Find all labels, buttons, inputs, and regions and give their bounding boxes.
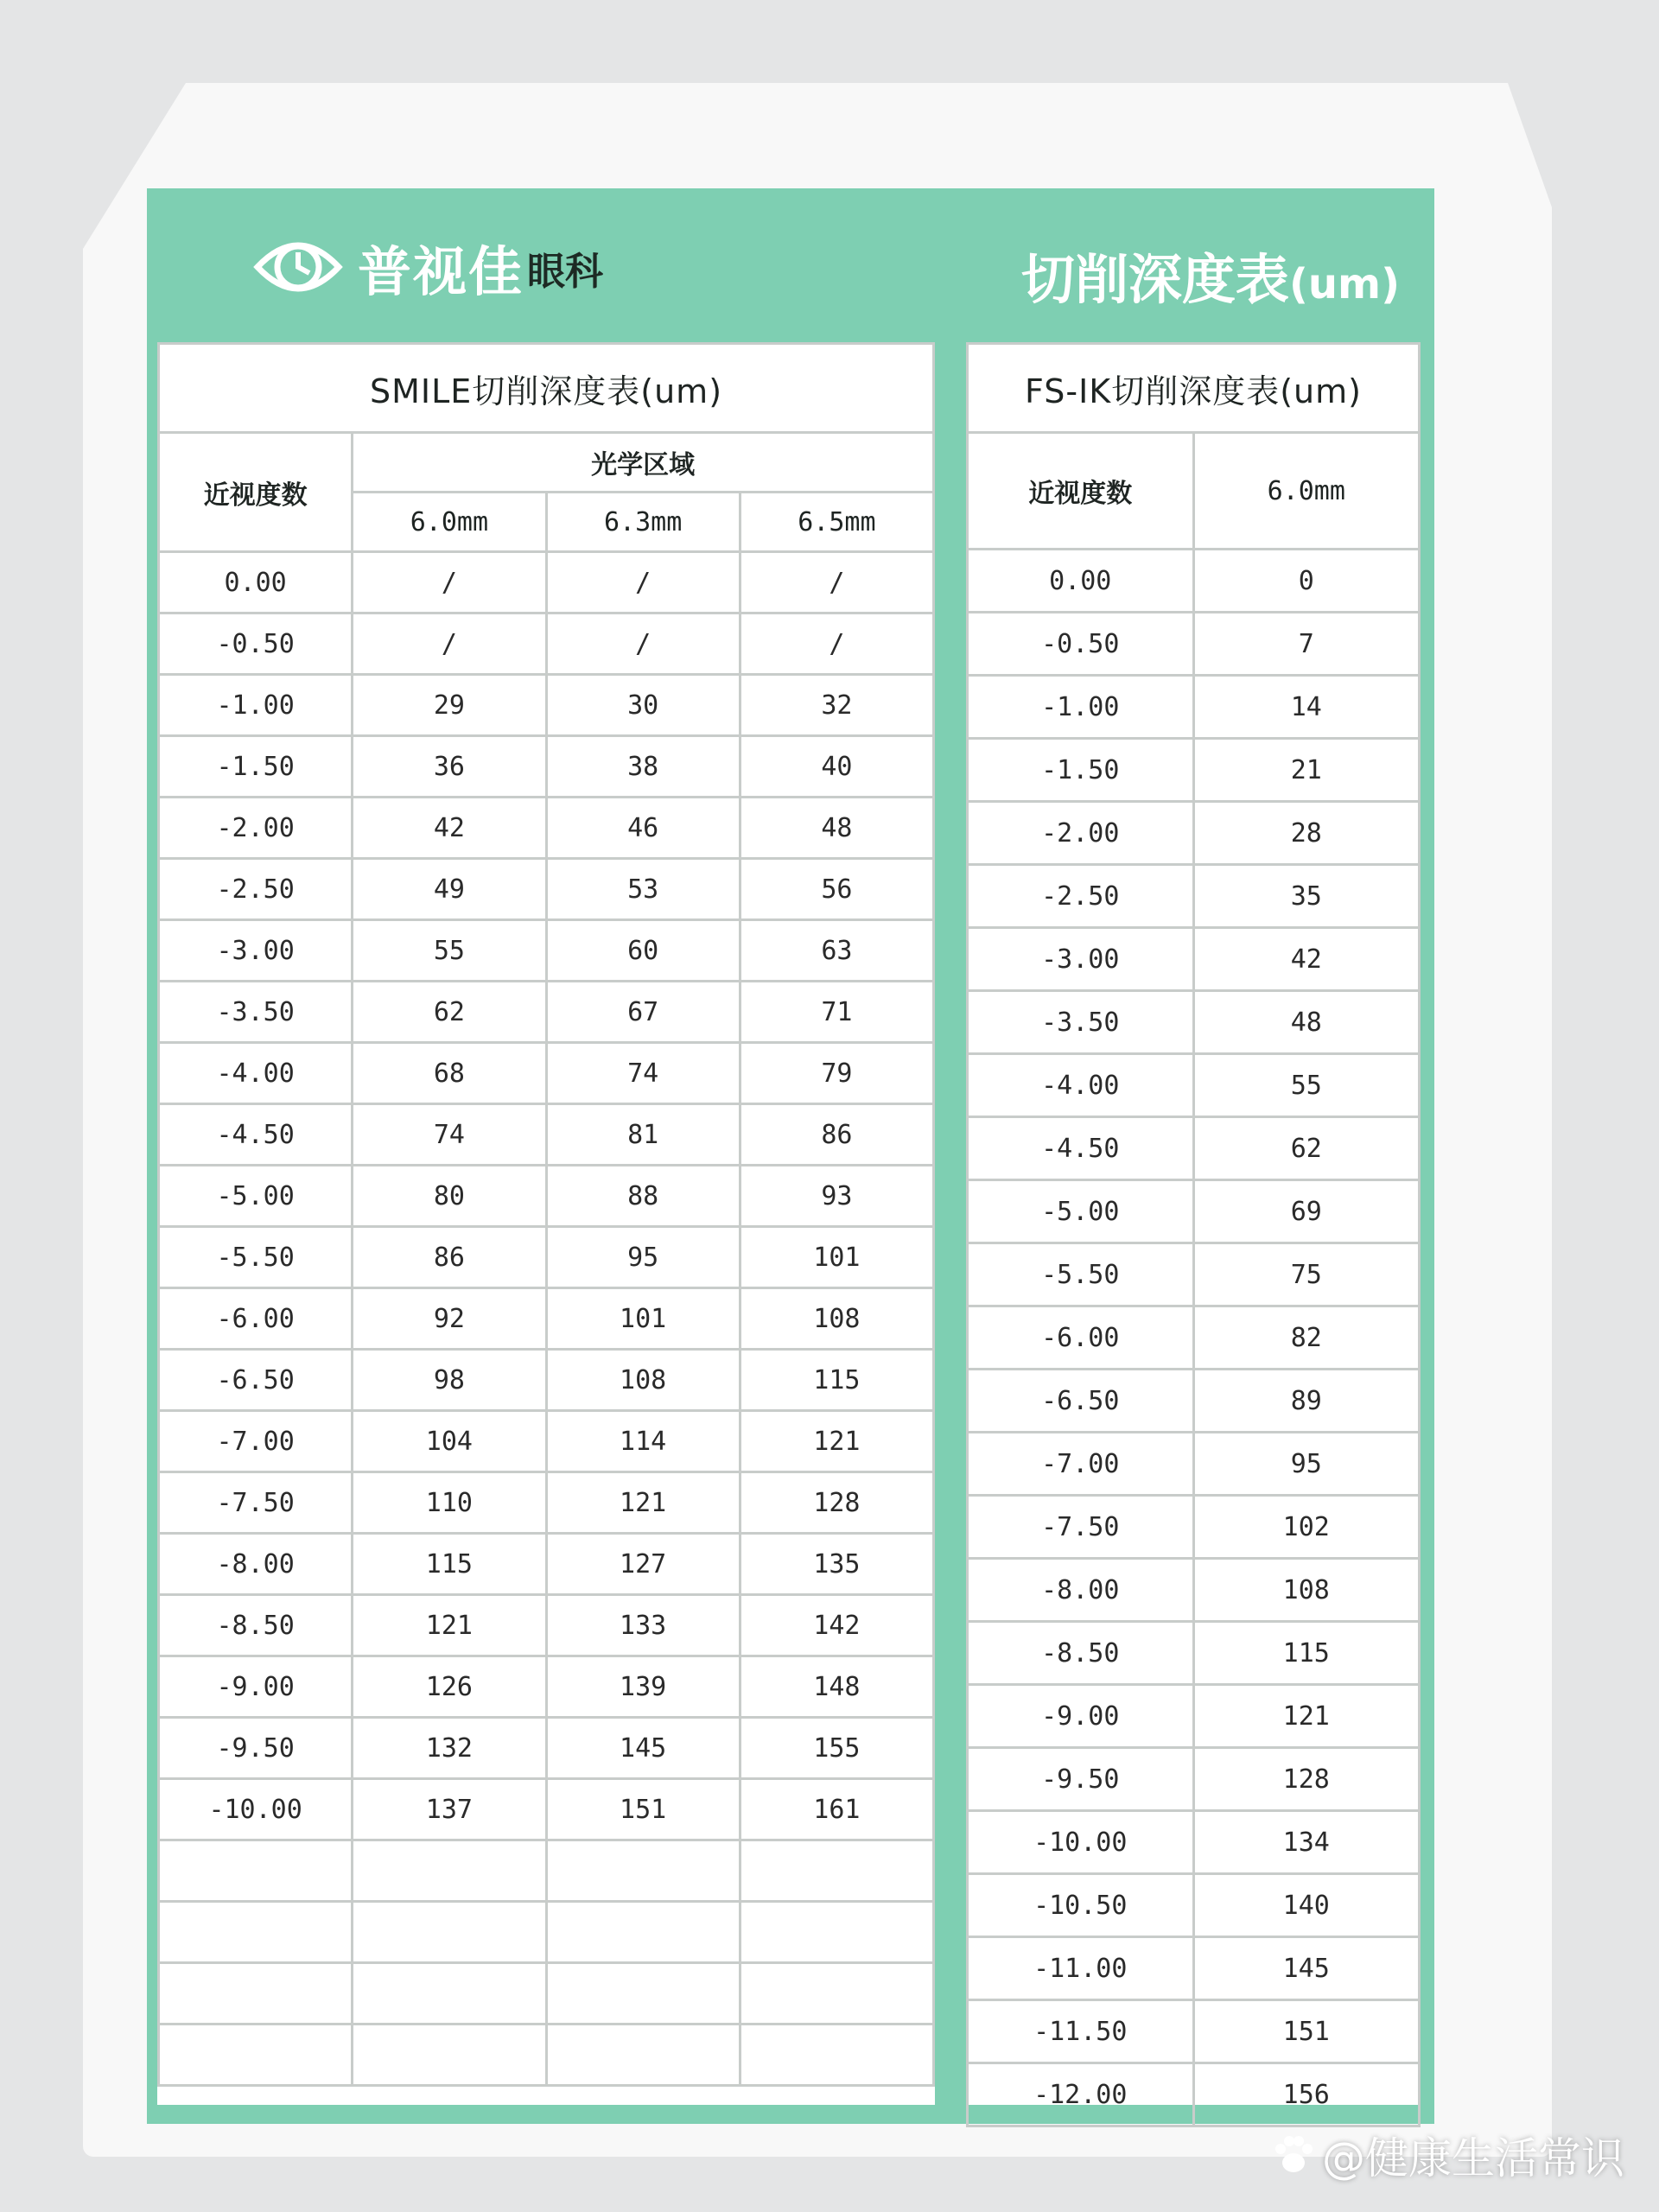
empty-cell [159,2024,353,2086]
banner-title-unit: (um) [1288,260,1400,308]
empty-cell [740,2024,933,2086]
empty-cell [159,1840,353,1902]
fsik-power-cell: -6.50 [968,1370,1194,1433]
eye-logo-icon [251,228,346,306]
fsik-depth-cell: 21 [1193,739,1420,802]
smile-depth-cell: 32 [740,675,933,736]
smile-power-cell: -2.00 [159,798,353,859]
smile-depth-cell: / [353,552,546,613]
smile-depth-cell: 101 [546,1288,740,1350]
smile-depth-cell: 67 [546,982,740,1043]
smile-depth-cell: 88 [546,1166,740,1227]
fsik-row [968,1748,1420,1811]
smile-power-cell: -3.50 [159,982,353,1043]
smile-power-cell: -2.50 [159,859,353,920]
smile-empty-row [159,1902,934,1963]
smile-depth-cell: 63 [740,920,933,982]
empty-cell [546,1963,740,2024]
fsik-row [968,1559,1420,1622]
smile-depth-cell: 101 [740,1227,933,1288]
fsik-depth-cell: 108 [1193,1559,1420,1622]
fsik-depth-cell: 121 [1193,1685,1420,1748]
fsik-depth-cell: 42 [1193,928,1420,991]
fsik-table-body [968,550,1420,2126]
smile-depth-cell: 30 [546,675,740,736]
fsik-depth-cell: 48 [1193,991,1420,1054]
fsik-power-cell: -8.50 [968,1622,1194,1685]
smile-depth-cell: 38 [546,736,740,798]
smile-row [159,1718,934,1779]
fsik-depth-cell: 75 [1193,1243,1420,1306]
smile-depth-cell: 108 [546,1350,740,1411]
fsik-power-cell: -3.00 [968,928,1194,991]
fsik-depth-cell: 7 [1193,613,1420,676]
smile-zone-col: 6.0mm [353,493,546,552]
smile-row [159,859,934,920]
fsik-depth-cell: 95 [1193,1433,1420,1496]
smile-depth-cell: 42 [353,798,546,859]
fsik-row [968,1433,1420,1496]
fsik-table [966,342,1421,2127]
smile-power-cell: -5.50 [159,1227,353,1288]
smile-depth-cell: 48 [740,798,933,859]
smile-depth-cell: 142 [740,1595,933,1656]
smile-depth-cell: 86 [353,1227,546,1288]
empty-cell [546,1902,740,1963]
fsik-power-cell: -9.50 [968,1748,1194,1811]
smile-depth-cell: 55 [353,920,546,982]
smile-depth-cell: 155 [740,1718,933,1779]
smile-depth-cell: 40 [740,736,933,798]
smile-power-cell: -4.00 [159,1043,353,1104]
smile-depth-cell: 115 [740,1350,933,1411]
smile-depth-cell: 71 [740,982,933,1043]
smile-power-header: 近视度数 [159,433,353,552]
fsik-power-cell: -10.50 [968,1874,1194,1937]
smile-panel [157,342,935,2105]
smile-row [159,982,934,1043]
paw-icon [1270,2132,1317,2178]
smile-row [159,613,934,675]
smile-zone-col: 6.3mm [546,493,740,552]
smile-row [159,675,934,736]
fsik-depth-cell: 115 [1193,1622,1420,1685]
smile-row [159,1227,934,1288]
empty-cell [353,1840,546,1902]
fsik-row [968,613,1420,676]
fsik-power-cell: -11.00 [968,1937,1194,2000]
smile-empty-row [159,1840,934,1902]
smile-depth-cell: 110 [353,1472,546,1534]
smile-row [159,1288,934,1350]
smile-depth-cell: 74 [353,1104,546,1166]
fsik-row [968,1685,1420,1748]
smile-table-body [159,552,934,2086]
fsik-power-cell: -1.00 [968,676,1194,739]
smile-depth-cell: 161 [740,1779,933,1840]
brand-name: 普视佳 [358,239,524,303]
smile-depth-cell: 137 [353,1779,546,1840]
smile-depth-cell: 108 [740,1288,933,1350]
smile-depth-cell: 114 [546,1411,740,1472]
fsik-power-cell: -2.50 [968,865,1194,928]
smile-power-cell: -8.50 [159,1595,353,1656]
fsik-depth-cell: 28 [1193,802,1420,865]
empty-cell [546,2024,740,2086]
fsik-power-cell: -8.00 [968,1559,1194,1622]
fsik-depth-cell: 0 [1193,550,1420,613]
empty-cell [159,1902,353,1963]
fsik-depth-cell: 69 [1193,1180,1420,1243]
fsik-row [968,1180,1420,1243]
fsik-power-header: 近视度数 [968,433,1194,550]
smile-depth-cell: 53 [546,859,740,920]
fsik-row [968,676,1420,739]
smile-depth-cell: 121 [353,1595,546,1656]
fsik-row [968,1811,1420,1874]
smile-power-cell: -6.00 [159,1288,353,1350]
fsik-row [968,1874,1420,1937]
smile-power-cell: -1.00 [159,675,353,736]
smile-depth-cell: / [353,613,546,675]
watermark [1270,2124,1624,2186]
empty-cell [159,1963,353,2024]
smile-depth-cell: 49 [353,859,546,920]
smile-depth-cell: 62 [353,982,546,1043]
smile-depth-cell: 115 [353,1534,546,1595]
smile-power-cell: -0.50 [159,613,353,675]
smile-depth-cell: 74 [546,1043,740,1104]
fsik-power-cell: -4.00 [968,1054,1194,1117]
smile-depth-cell: 93 [740,1166,933,1227]
smile-depth-cell: 145 [546,1718,740,1779]
smile-power-cell: -3.00 [159,920,353,982]
smile-depth-cell: 148 [740,1656,933,1718]
smile-depth-cell: 46 [546,798,740,859]
smile-row [159,1472,934,1534]
fsik-row [968,1306,1420,1370]
smile-depth-cell: 121 [546,1472,740,1534]
smile-row [159,798,934,859]
smile-power-cell: -4.50 [159,1104,353,1166]
fsik-row [968,1370,1420,1433]
smile-power-cell: -9.00 [159,1656,353,1718]
smile-depth-cell: 128 [740,1472,933,1534]
smile-depth-cell: 121 [740,1411,933,1472]
fsik-power-cell: 0.00 [968,550,1194,613]
smile-depth-cell: 132 [353,1718,546,1779]
smile-row [159,736,934,798]
fsik-row [968,2063,1420,2126]
fsik-depth-cell: 82 [1193,1306,1420,1370]
fsik-row [968,928,1420,991]
smile-depth-cell: 68 [353,1043,546,1104]
empty-cell [353,1963,546,2024]
fsik-row [968,550,1420,613]
fsik-power-cell: -12.00 [968,2063,1194,2126]
fsik-power-cell: -9.00 [968,1685,1194,1748]
fsik-power-cell: -0.50 [968,613,1194,676]
smile-depth-cell: 133 [546,1595,740,1656]
fsik-depth-cell: 156 [1193,2063,1420,2126]
fsik-row [968,1243,1420,1306]
fsik-power-cell: -5.00 [968,1180,1194,1243]
fsik-depth-cell: 140 [1193,1874,1420,1937]
fsik-depth-cell: 134 [1193,1811,1420,1874]
fsik-power-cell: -3.50 [968,991,1194,1054]
smile-depth-cell: 135 [740,1534,933,1595]
smile-row [159,1350,934,1411]
fsik-row [968,865,1420,928]
smile-power-cell: -7.50 [159,1472,353,1534]
smile-depth-cell: / [546,552,740,613]
fsik-depth-cell: 55 [1193,1054,1420,1117]
fsik-power-cell: -11.50 [968,2000,1194,2063]
smile-depth-cell: / [740,552,933,613]
fsik-row [968,1054,1420,1117]
smile-depth-cell: 81 [546,1104,740,1166]
smile-row [159,1411,934,1472]
fsik-row [968,1496,1420,1559]
smile-depth-cell: 127 [546,1534,740,1595]
fsik-row [968,1937,1420,2000]
fsik-depth-cell: 145 [1193,1937,1420,2000]
empty-cell [740,1963,933,2024]
empty-cell [353,1902,546,1963]
smile-power-cell: 0.00 [159,552,353,613]
smile-depth-cell: 29 [353,675,546,736]
smile-row [159,1595,934,1656]
fsik-power-cell: -6.00 [968,1306,1194,1370]
smile-table-title: SMILE切削深度表(um) [159,344,934,433]
fsik-row [968,1117,1420,1180]
fsik-depth-cell: 35 [1193,865,1420,928]
smile-depth-cell: 86 [740,1104,933,1166]
smile-row [159,552,934,613]
smile-depth-cell: 79 [740,1043,933,1104]
watermark-text: @健康生活常识 [1322,2133,1624,2183]
empty-cell [546,1840,740,1902]
smile-power-cell: -10.00 [159,1779,353,1840]
fsik-depth-cell: 128 [1193,1748,1420,1811]
smile-depth-cell: 95 [546,1227,740,1288]
smile-empty-row [159,1963,934,2024]
smile-depth-cell: 98 [353,1350,546,1411]
smile-row [159,1104,934,1166]
fsik-depth-cell: 62 [1193,1117,1420,1180]
fsik-power-cell: -7.50 [968,1496,1194,1559]
fsik-power-cell: -7.00 [968,1433,1194,1496]
banner-title-text: 切削深度表 [1020,248,1289,311]
banner [147,188,1434,335]
fsik-panel [966,342,1421,2110]
smile-empty-row [159,2024,934,2086]
fsik-row [968,991,1420,1054]
fsik-table-title: FS-IK切削深度表(um) [968,344,1420,433]
smile-power-cell: -5.00 [159,1166,353,1227]
smile-row [159,1656,934,1718]
smile-depth-cell: 92 [353,1288,546,1350]
fsik-row [968,1622,1420,1685]
fsik-row [968,2000,1420,2063]
smile-depth-cell: 60 [546,920,740,982]
smile-depth-cell: 139 [546,1656,740,1718]
fsik-power-cell: -4.50 [968,1117,1194,1180]
smile-depth-cell: 151 [546,1779,740,1840]
smile-zone-header: 光学区域 [353,433,934,493]
fsik-power-cell: -5.50 [968,1243,1194,1306]
empty-cell [353,2024,546,2086]
fsik-depth-cell: 102 [1193,1496,1420,1559]
fsik-row [968,739,1420,802]
smile-depth-cell: 126 [353,1656,546,1718]
smile-power-cell: -7.00 [159,1411,353,1472]
fsik-depth-cell: 14 [1193,676,1420,739]
smile-zone-col: 6.5mm [740,493,933,552]
smile-power-cell: -8.00 [159,1534,353,1595]
smile-depth-cell: / [740,613,933,675]
smile-power-cell: -9.50 [159,1718,353,1779]
banner-title [1021,237,1400,314]
smile-row [159,1534,934,1595]
fsik-power-cell: -10.00 [968,1811,1194,1874]
smile-row [159,920,934,982]
smile-row [159,1779,934,1840]
smile-depth-cell: 56 [740,859,933,920]
fsik-zone-header: 6.0mm [1193,433,1420,550]
empty-cell [740,1840,933,1902]
fsik-row [968,802,1420,865]
smile-table [157,342,935,2087]
fsik-depth-cell: 151 [1193,2000,1420,2063]
smile-depth-cell: / [546,613,740,675]
smile-row [159,1166,934,1227]
empty-cell [740,1902,933,1963]
depth-chart-sheet [147,188,1434,2124]
fsik-power-cell: -2.00 [968,802,1194,865]
brand-logo [251,228,603,306]
fsik-power-cell: -1.50 [968,739,1194,802]
smile-row [159,1043,934,1104]
smile-depth-cell: 104 [353,1411,546,1472]
smile-depth-cell: 36 [353,736,546,798]
smile-power-cell: -6.50 [159,1350,353,1411]
smile-power-cell: -1.50 [159,736,353,798]
fsik-depth-cell: 89 [1193,1370,1420,1433]
brand-suffix: 眼科 [527,250,604,294]
smile-depth-cell: 80 [353,1166,546,1227]
